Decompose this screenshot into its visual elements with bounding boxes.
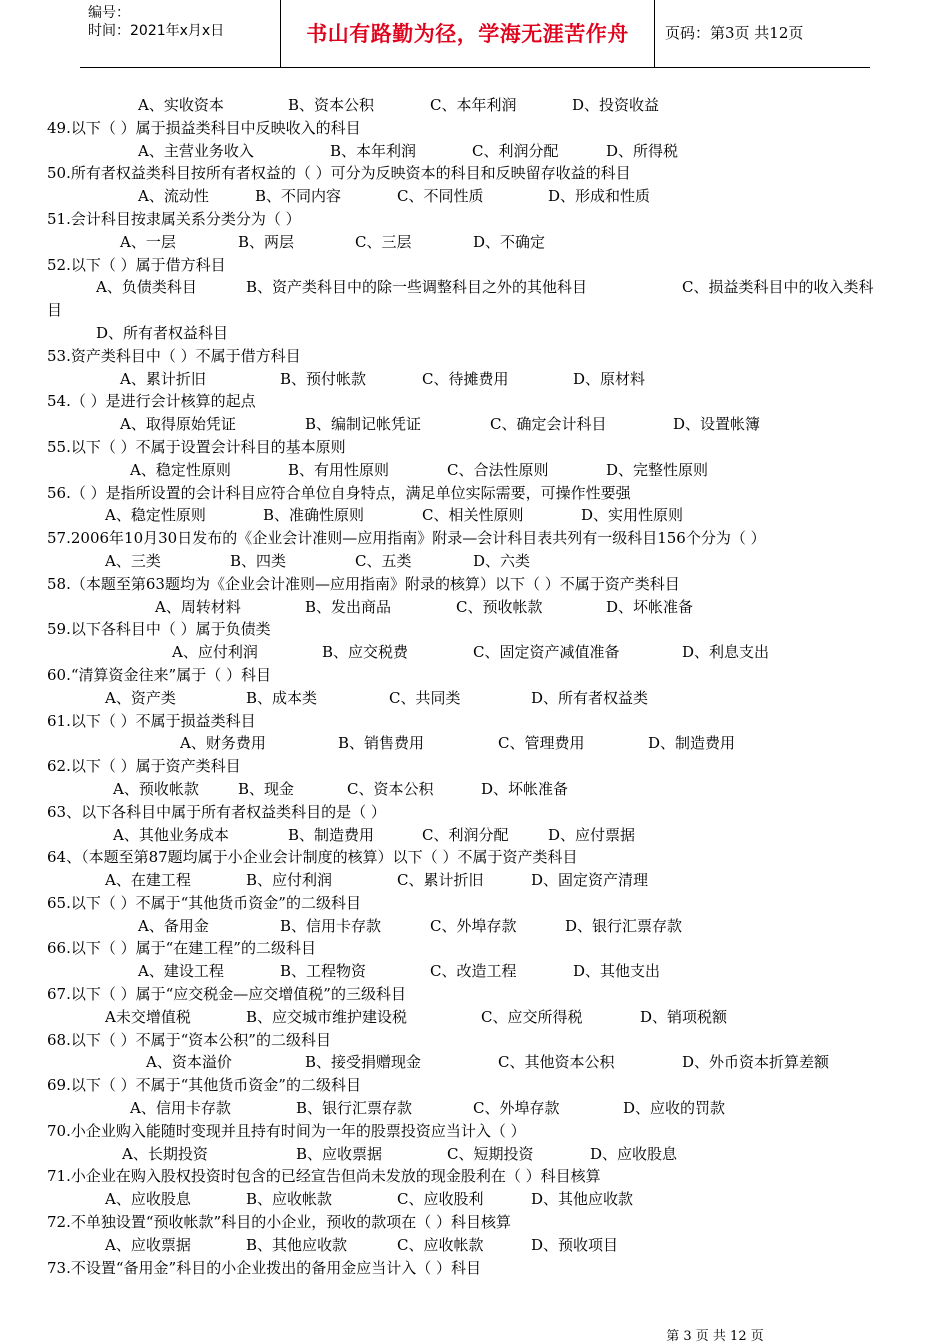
answer-option: C、资本公积 <box>347 779 434 798</box>
answer-option: C、预收帐款 <box>456 597 543 616</box>
answer-option: B、不同内容 <box>255 187 342 206</box>
answer-option: A、实收资本 <box>138 96 224 114</box>
options-row <box>0 1006 950 1029</box>
answer-option: B、应收帐款 <box>246 1190 333 1209</box>
options-row <box>0 231 950 254</box>
options-row <box>0 960 950 983</box>
answer-option: B、信用卡存款 <box>280 916 382 935</box>
answer-option: B、现金 <box>238 779 295 798</box>
answer-option: D、投资收益 <box>572 96 660 114</box>
answer-option: B、预付帐款 <box>280 369 367 388</box>
answer-option: C、累计折旧 <box>397 871 484 890</box>
answer-option: A、主营业务收入 <box>138 141 254 160</box>
answer-option: C、应收帐款 <box>397 1235 484 1254</box>
answer-option: D、坏帐准备 <box>481 779 569 798</box>
question-text: 58.（本题至第63题均为《企业会计准则—应用指南》附录的核算）以下（ ）不属于资产类科目 <box>47 574 680 593</box>
answer-option: C、确定会计科目 <box>490 415 607 434</box>
answer-option: D、所有者权益类 <box>531 688 649 707</box>
answer-option: A、稳定性原则 <box>105 506 206 525</box>
options-row <box>0 1234 950 1257</box>
answer-option: C、合法性原则 <box>447 460 549 479</box>
question-text: 60.“清算资金往来”属于（ ）科目 <box>47 665 271 684</box>
options-row <box>0 94 950 117</box>
answer-option: A、信用卡存款 <box>130 1099 231 1118</box>
header-page-number: 页码：第3页 共12页 <box>665 24 804 42</box>
answer-option: D、不确定 <box>473 232 546 251</box>
answer-option: C、相关性原则 <box>422 506 524 525</box>
answer-option: D、预收项目 <box>531 1235 619 1254</box>
options-row <box>0 732 950 755</box>
answer-option: A、建设工程 <box>138 962 224 981</box>
answer-option: C、管理费用 <box>498 734 585 753</box>
answer-option: B、成本类 <box>246 688 318 707</box>
answer-option: B、准确性原则 <box>263 506 365 525</box>
answer-option: A、流动性 <box>138 187 209 206</box>
question-text: 65.以下（ ）不属于“其他货币资金”的二级科目 <box>47 893 361 912</box>
answer-option: C、其他资本公积 <box>498 1053 615 1072</box>
options-row <box>0 504 950 527</box>
options-row <box>0 185 950 208</box>
answer-option: A、财务费用 <box>180 734 266 753</box>
answer-option: B、银行汇票存款 <box>296 1099 413 1118</box>
answer-option: A、应收股息 <box>105 1190 191 1209</box>
answer-option: B、接受捐赠现金 <box>305 1053 422 1072</box>
answer-option: A未交增值税 <box>105 1007 191 1026</box>
question-text: 55.以下（ ）不属于设置会计科目的基本原则 <box>47 437 346 456</box>
options-row <box>0 824 950 847</box>
answer-option: B、资本公积 <box>288 96 375 114</box>
options-row <box>0 276 950 299</box>
answer-option: A、资本溢价 <box>146 1053 232 1072</box>
answer-option: D、应付票据 <box>548 825 636 844</box>
answer-option: A、稳定性原则 <box>130 460 231 479</box>
question-text: 57.2006年10月30日发布的《企业会计准则—应用指南》附录—会计科目表共列有一级科目156个分为（ ） <box>47 529 766 548</box>
options-row <box>0 687 950 710</box>
answer-option: D、制造费用 <box>648 734 736 753</box>
question-text: 63、以下各科目中属于所有者权益类科目的是（ ） <box>47 802 386 821</box>
answer-option: D、设置帐簿 <box>673 415 761 434</box>
answer-option: B、资产类科目中的除一些调整科目之外的其他科目 <box>246 278 588 297</box>
question-text: 56.（ ）是指所设置的会计科目应符合单位自身特点，满足单位实际需要，可操作性要强 <box>47 483 631 502</box>
answer-option: C、外埠存款 <box>473 1099 560 1118</box>
question-text: 67.以下（ ）属于“应交税金—应交增值税”的三级科目 <box>47 985 406 1004</box>
options-row <box>0 1097 950 1120</box>
options-row <box>0 1051 950 1074</box>
answer-option: C、共同类 <box>389 688 461 707</box>
question-text: 61.以下（ ）不属于损益类科目 <box>47 711 256 730</box>
question-text: 70.小企业购入能随时变现并且持有时间为一年的股票投资应当计入（ ） <box>47 1121 526 1140</box>
answer-option: B、工程物资 <box>280 962 367 981</box>
answer-option: C、改造工程 <box>430 962 517 981</box>
answer-option: A、取得原始凭证 <box>120 415 236 434</box>
question-text: 68.以下（ ）不属于“资本公积”的二级科目 <box>47 1030 331 1049</box>
answer-option: A、在建工程 <box>105 871 191 890</box>
options-row <box>0 550 950 573</box>
answer-option: C、利润分配 <box>422 825 509 844</box>
answer-option: B、本年利润 <box>330 141 417 160</box>
answer-option: A、累计折旧 <box>120 369 206 388</box>
answer-option: C、应收股利 <box>397 1190 484 1209</box>
options-row <box>0 1188 950 1211</box>
answer-option: A、长期投资 <box>122 1144 208 1163</box>
answer-option: B、发出商品 <box>305 597 392 616</box>
answer-option: C、利润分配 <box>472 141 559 160</box>
answer-option: B、其他应收款 <box>246 1235 348 1254</box>
answer-option: D、实用性原则 <box>581 506 684 525</box>
answer-option: A、一层 <box>120 232 176 251</box>
options-row <box>0 459 950 482</box>
answer-option: B、应付利润 <box>246 871 333 890</box>
answer-option: B、四类 <box>230 551 287 570</box>
answer-option: C、应交所得税 <box>481 1007 583 1026</box>
question-text: 71.小企业在购入股权投资时包含的已经宣告但尚未发放的现金股利在（ ）科目核算 <box>47 1167 601 1186</box>
answer-option: B、制造费用 <box>288 825 375 844</box>
options-row <box>0 1143 950 1166</box>
answer-option: D、利息支出 <box>682 643 770 662</box>
answer-option: C、本年利润 <box>430 96 517 114</box>
answer-option: A、备用金 <box>138 916 209 935</box>
answer-option: B、销售费用 <box>338 734 425 753</box>
question-text: 64、（本题至第87题均属于小企业会计制度的核算）以下（ ）不属于资产类科目 <box>47 848 578 867</box>
answer-option: D、所有者权益科目 <box>96 323 229 342</box>
answer-option: C、外埠存款 <box>430 916 517 935</box>
answer-option: B、应交税费 <box>322 643 409 662</box>
answer-option: D、销项税额 <box>640 1007 728 1026</box>
page-header <box>80 0 870 68</box>
answer-option: A、其他业务成本 <box>113 825 229 844</box>
question-text: 54.（ ）是进行会计核算的起点 <box>47 392 256 411</box>
answer-option: C、固定资产减值准备 <box>473 643 620 662</box>
options-row <box>0 869 950 892</box>
answer-option: A、预收帐款 <box>113 779 199 798</box>
header-meta <box>80 0 280 67</box>
question-text: 66.以下（ ）属于“在建工程”的二级科目 <box>47 939 316 958</box>
question-text: 49.以下（ ）属于损益类科目中反映收入的科目 <box>47 118 361 137</box>
answer-option: B、编制记帐凭证 <box>305 415 422 434</box>
answer-option: C、待摊费用 <box>422 369 509 388</box>
page-footer: 第 3 页 共 12 页 <box>666 1329 764 1344</box>
options-row <box>0 299 950 322</box>
answer-option: D、所得税 <box>606 141 679 160</box>
options-row <box>0 915 950 938</box>
answer-option: B、应收票据 <box>296 1144 383 1163</box>
question-text: 59.以下各科目中（ ）属于负债类 <box>47 620 271 639</box>
answer-option: B、两层 <box>238 232 295 251</box>
question-list <box>0 94 950 1279</box>
answer-option: A、应付利润 <box>172 643 258 662</box>
question-text: 51.会计科目按隶属关系分类分为（ ） <box>47 209 301 228</box>
answer-option: A、资产类 <box>105 688 176 707</box>
answer-option: D、其他应收款 <box>531 1190 634 1209</box>
header-motto: 书山有路勤为径，学海无涯苦作舟 <box>280 0 655 67</box>
answer-option: A、周转材料 <box>155 597 241 616</box>
options-row <box>0 140 950 163</box>
answer-option: C、五类 <box>355 551 412 570</box>
answer-option: A、负债类科目 <box>96 278 197 297</box>
answer-option: D、应收的罚款 <box>623 1099 726 1118</box>
options-row <box>0 368 950 391</box>
options-row <box>0 641 950 664</box>
options-row <box>0 322 950 345</box>
options-row <box>0 778 950 801</box>
question-text: 50.所有者权益类科目按所有者权益的（ ）可分为反映资本的科目和反映留存收益的科目 <box>47 164 631 183</box>
options-row <box>0 596 950 619</box>
question-text: 73.不设置“备用金”科目的小企业拨出的备用金应当计入（ ）科目 <box>47 1258 481 1277</box>
question-text: 69.以下（ ）不属于“其他货币资金”的二级科目 <box>47 1076 361 1095</box>
answer-option: D、六类 <box>473 551 531 570</box>
answer-option: D、形成和性质 <box>548 187 651 206</box>
question-text: 72.不单独设置“预收帐款”科目的小企业，预收的款项在（ ）科目核算 <box>47 1213 511 1232</box>
answer-option: D、原材料 <box>573 369 646 388</box>
question-text: 62.以下（ ）属于资产类科目 <box>47 757 241 776</box>
document-date: 时间：2021年x月x日 <box>88 23 225 39</box>
answer-option: C、不同性质 <box>397 187 484 206</box>
answer-option: C、三层 <box>355 232 412 251</box>
answer-option: A、应收票据 <box>105 1235 191 1254</box>
answer-option: C、短期投资 <box>447 1144 534 1163</box>
answer-option: D、外币资本折算差额 <box>682 1053 830 1072</box>
answer-option: B、有用性原则 <box>288 460 390 479</box>
answer-option: B、应交城市维护建设税 <box>246 1007 408 1026</box>
answer-option: D、银行汇票存款 <box>565 916 683 935</box>
answer-option: A、三类 <box>105 551 161 570</box>
answer-option: D、固定资产清理 <box>531 871 649 890</box>
document-number-label: 编号： <box>88 5 130 21</box>
answer-option: D、坏帐准备 <box>606 597 694 616</box>
answer-option: C、损益类科目中的收入类科 <box>682 278 874 297</box>
question-text: 52.以下（ ）属于借方科目 <box>47 255 226 274</box>
answer-option: D、其他支出 <box>573 962 661 981</box>
answer-option: D、应收股息 <box>590 1144 678 1163</box>
answer-option: 目 <box>47 301 63 320</box>
options-row <box>0 413 950 436</box>
question-text: 53.资产类科目中（ ）不属于借方科目 <box>47 346 301 365</box>
answer-option: D、完整性原则 <box>606 460 709 479</box>
